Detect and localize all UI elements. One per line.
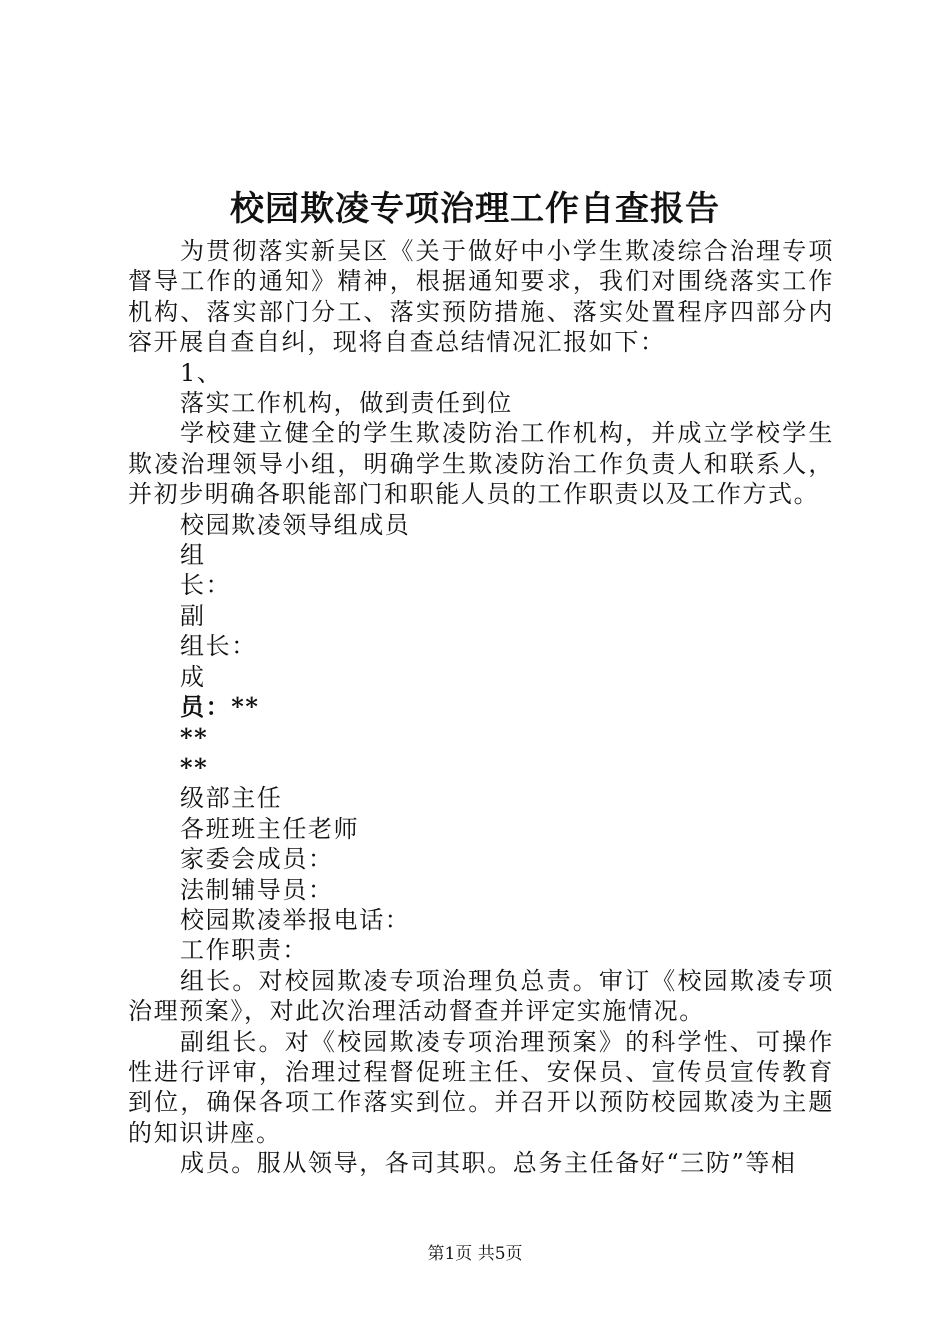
- list-line: 校园欺凌领导组成员: [180, 510, 411, 539]
- list-line: 副: [180, 601, 206, 630]
- body-paragraph: 成员。服从领导，各司其职。总务主任备好“三防”等相: [180, 1149, 797, 1178]
- list-line: 校园欺凌举报电话：: [180, 905, 411, 934]
- body-paragraph: 组长。对校园欺凌专项治理负总责。审订《校园欺凌专项治理预案》，对此次治理活动督查并评定实施情况。: [128, 966, 834, 1026]
- list-line: 组: [180, 541, 206, 570]
- document-title: 校园欺凌专项治理工作自查报告: [230, 189, 720, 229]
- list-line: 各班班主任老师: [180, 814, 360, 843]
- page-footer: 第1页 共5页: [427, 1244, 523, 1264]
- body-paragraph: 学校建立健全的学生欺凌防治工作机构，并成立学校学生欺凌治理领导小组，明确学生欺凌防治工作负责人和联系人，并初步明确各职能部门和职能人员的工作职责以及工作方式。: [128, 419, 834, 509]
- document-body: [128, 236, 834, 1179]
- list-line: 员：**: [180, 692, 260, 722]
- list-line: 法制辅导员：: [180, 875, 334, 904]
- section-heading: 落实工作机构，做到责任到位: [180, 389, 513, 418]
- body-paragraph: 副组长。对《校园欺凌专项治理预案》的科学性、可操作性进行评审，治理过程督促班主任、安保员、宣传员宣传教育到位，确保各项工作落实到位。并召开以预防校园欺凌为主题的知识讲座。: [128, 1027, 834, 1147]
- list-line: 级部主任: [180, 784, 283, 813]
- list-line: **: [180, 722, 209, 752]
- list-line: 工作职责：: [180, 936, 308, 965]
- list-line: **: [180, 752, 209, 782]
- intro-paragraph: 为贯彻落实新吴区《关于做好中小学生欺凌综合治理专项督导工作的通知》精神，根据通知要求，我们对围绕落实工作机构、落实部门分工、落实预防措施、落实处置程序四部分内容开展自查自纠，现将自查总结情况汇报如下：: [128, 237, 834, 357]
- list-line: 成: [180, 662, 206, 691]
- section-number: 1、: [180, 358, 223, 387]
- list-line: 组长：: [180, 632, 257, 661]
- list-line: 长：: [180, 571, 232, 600]
- list-line: 家委会成员：: [180, 845, 334, 874]
